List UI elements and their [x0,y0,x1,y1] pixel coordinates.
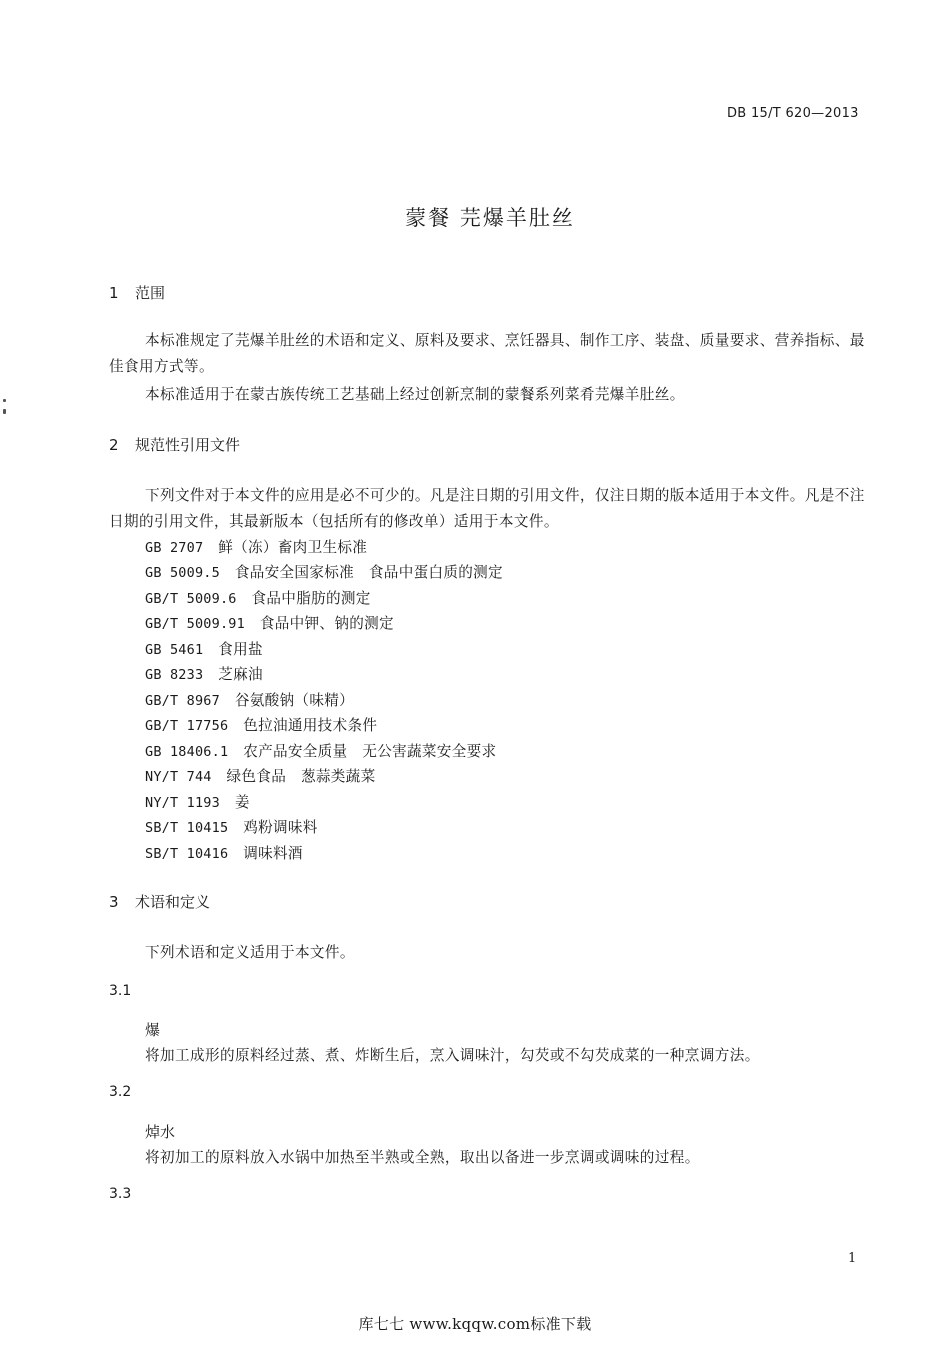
reference-item [145,587,371,608]
section-number: 2 [109,436,119,454]
scope-paragraph-1: 本标准规定了芫爆羊肚丝的术语和定义、原料及要求、烹饪器具、制作工序、装盘、质量要求、营养指标、最佳食用方式等。 [109,332,865,375]
reference-title: 姜 [234,794,250,811]
reference-title: 食用盐 [218,641,263,658]
reference-item [145,612,394,633]
scan-speck [3,409,6,414]
scope-paragraph-2: 本标准适用于在蒙古族传统工艺基础上经过创新烹制的蒙餐系列菜肴芫爆羊肚丝。 [145,386,685,403]
reference-item [145,689,354,710]
section-title: 术语和定义 [135,893,211,911]
section-2-heading [109,434,240,455]
reference-code: GB/T 17756 [145,718,229,734]
section-title: 规范性引用文件 [135,436,241,454]
references-intro: 下列文件对于本文件的应用是必不可少的。凡是注日期的引用文件，仅注日期的版本适用于本文件。凡是不注日期的引用文件，其最新版本（包括所有的修改单）适用于本文件。 [109,487,865,530]
reference-title: 芝麻油 [218,666,263,683]
reference-item [145,816,318,837]
reference-code: GB 8233 [145,667,204,683]
reference-item [145,842,303,863]
term-definition: 将加工成形的原料经过蒸、煮、炸断生后，烹入调味汁，勾芡或不勾芡成菜的一种烹调方法。 [145,1047,760,1064]
document-number: DB 15/T 620—2013 [727,106,859,121]
reference-title: 食品安全国家标准 食品中蛋白质的测定 [234,564,503,581]
reference-item [145,561,503,582]
terms-intro: 下列术语和定义适用于本文件。 [145,944,355,961]
reference-code: SB/T 10415 [145,820,229,836]
reference-item [145,714,377,735]
reference-code: NY/T 1193 [145,795,220,811]
section-3-heading [109,891,210,912]
reference-title: 调味料酒 [243,845,303,862]
reference-item [145,791,250,812]
section-1-heading [109,282,165,303]
reference-title: 食品中脂肪的测定 [251,590,371,607]
term-name: 爆 [145,1021,161,1039]
reference-title: 鸡粉调味料 [243,819,318,836]
term-name: 焯水 [145,1123,176,1141]
reference-item [145,638,263,659]
reference-item [145,663,263,684]
reference-title: 谷氨酸钠（味精） [234,692,355,709]
reference-code: GB 18406.1 [145,744,229,760]
download-footer: 库七七 www.kqqw.com标准下载 [358,1315,592,1333]
reference-title: 食品中钾、钠的测定 [259,615,394,632]
reference-item [145,536,367,557]
reference-item [145,765,375,786]
reference-code: GB/T 8967 [145,693,220,709]
clause-number: 3.3 [109,1186,132,1202]
reference-code: GB 2707 [145,540,204,556]
reference-title: 绿色食品 葱蒜类蔬菜 [226,768,376,785]
scan-speck [3,399,6,402]
page-title: 蒙餐 芫爆羊肚丝 [405,206,575,230]
reference-item [145,740,496,761]
clause-number: 3.2 [109,1084,132,1100]
reference-code: GB 5009.5 [145,565,220,581]
reference-code: GB/T 5009.6 [145,591,237,607]
term-definition: 将初加工的原料放入水锅中加热至半熟或全熟，取出以备进一步烹调或调味的过程。 [145,1149,700,1166]
reference-title: 色拉油通用技术条件 [243,717,378,734]
section-number: 3 [109,893,119,911]
reference-title: 鲜（冻）畜肉卫生标准 [218,539,368,556]
page-number: 1 [848,1251,857,1266]
section-number: 1 [109,284,119,302]
reference-code: GB/T 5009.91 [145,616,245,632]
reference-code: NY/T 744 [145,769,212,785]
clause-number: 3.1 [109,983,132,999]
reference-code: SB/T 10416 [145,846,229,862]
section-title: 范围 [135,284,166,302]
reference-code: GB 5461 [145,642,204,658]
reference-title: 农产品安全质量 无公害蔬菜安全要求 [243,743,497,760]
